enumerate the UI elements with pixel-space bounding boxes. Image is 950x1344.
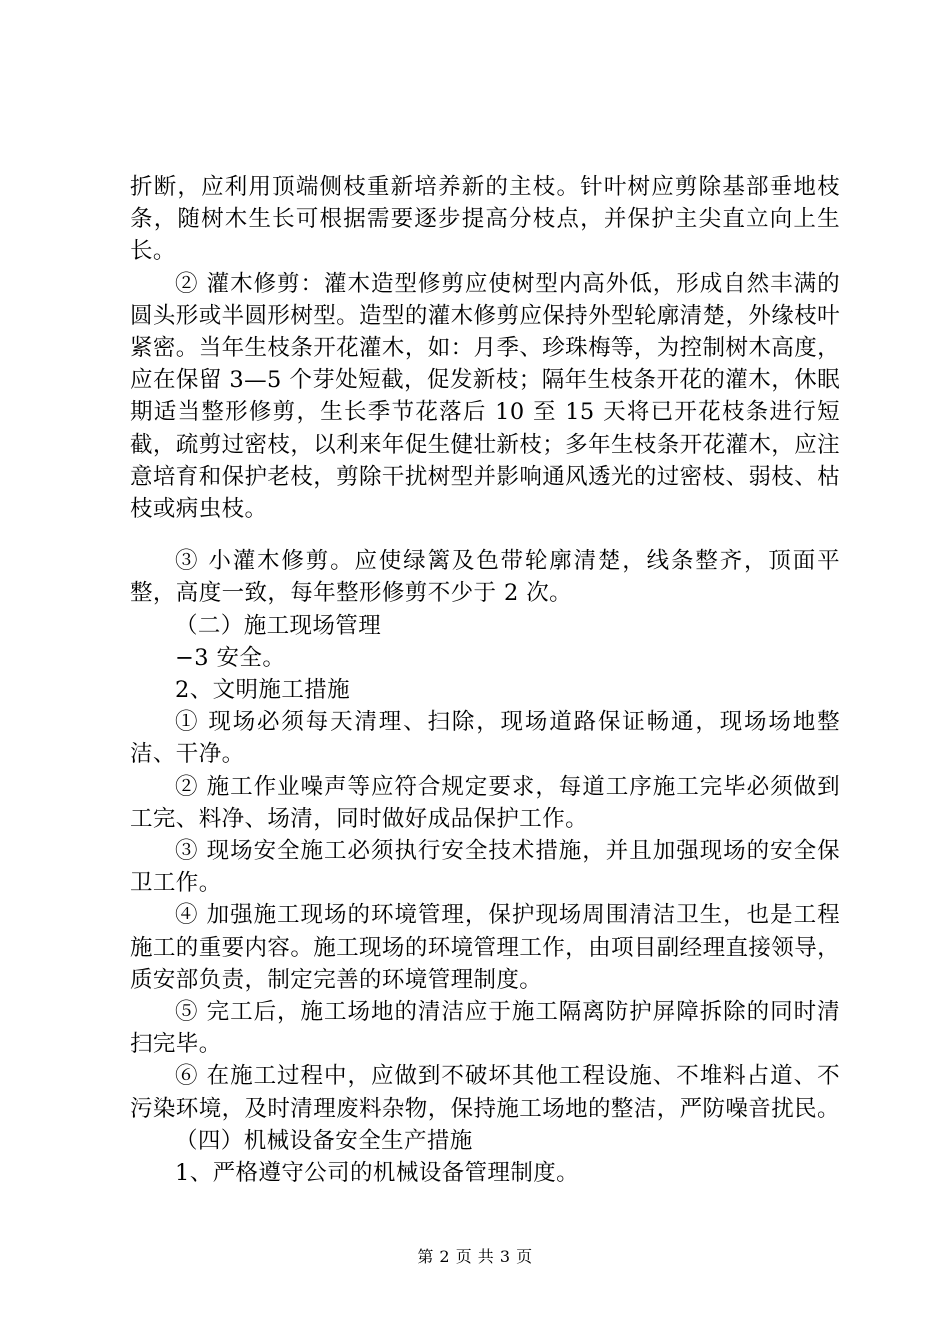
- paragraph-machinery-rules: 1、严格遵守公司的机械设备管理制度。: [175, 1160, 580, 1187]
- heading-machinery-safety: （四）机械设备安全生产措施: [175, 1127, 473, 1154]
- list-item-6: ⑥ 在施工过程中，应做到不破坏其他工程设施、不堆料占道、不污染环境，及时清理废料杂物，保持施工场地的整洁，严防噪音扰民。: [130, 1063, 840, 1122]
- list-item-1: ① 现场必须每天清理、扫除，现场道路保证畅通，现场场地整洁、干净。: [130, 709, 840, 768]
- heading-site-management: （二）施工现场管理: [175, 612, 382, 639]
- list-item-3: ③ 现场安全施工必须执行安全技术措施，并且加强现场的安全保卫工作。: [130, 838, 840, 897]
- paragraph-safety: −3 安全。: [175, 644, 286, 671]
- list-item-5: ⑤ 完工后，施工场地的清洁应于施工隔离防护屏障拆除的同时清扫完毕。: [130, 999, 840, 1058]
- list-item-4: ④ 加强施工现场的环境管理，保护现场周围清洁卫生，也是工程施工的重要内容。施工现场的环境管理工作，由项目副经理直接领导，质安部负责，制定完善的环境管理制度。: [130, 902, 840, 993]
- list-item-2: ② 施工作业噪声等应符合规定要求，每道工序施工完毕必须做到工完、料净、场清，同时做好成品保护工作。: [130, 773, 840, 832]
- page-number-footer: 第 2 页 共 3 页: [417, 1247, 533, 1266]
- document-body: [130, 171, 840, 1189]
- heading-civilized-construction: 2、文明施工措施: [175, 677, 351, 704]
- paragraph-shrub-pruning: ② 灌木修剪：灌木造型修剪应使树型内高外低，形成自然丰满的圆头形或半圆形树型。造型的灌木修剪应保持外型轮廓清楚，外缘枝叶紧密。当年生枝条开花灌木，如：月季、珍珠梅等，为控制树木高度，应在保留 3—5 个芽处短截，促发新枝；隔年生枝条开花的灌木，休眠期适当整形修剪，生长季节花落后 10 至 15 天将已开花枝条进行短截，疏剪过密枝，以利来年促生健壮新枝；多年生枝条开花灌木，应注意培育和保护老枝，剪除干扰树型并影响通风透光的过密枝、弱枝、枯枝或病虫枝。: [130, 270, 840, 523]
- paragraph-pruning-continued: 折断，应利用顶端侧枝重新培养新的主枝。针叶树应剪除基部垂地枝条，随树木生长可根据需要逐步提高分枝点，并保护主尖直立向上生长。: [130, 174, 840, 265]
- paragraph-small-shrub-pruning: ③ 小灌木修剪。应使绿篱及色带轮廓清楚，线条整齐，顶面平整，高度一致，每年整形修剪不少于 2 次。: [130, 548, 840, 607]
